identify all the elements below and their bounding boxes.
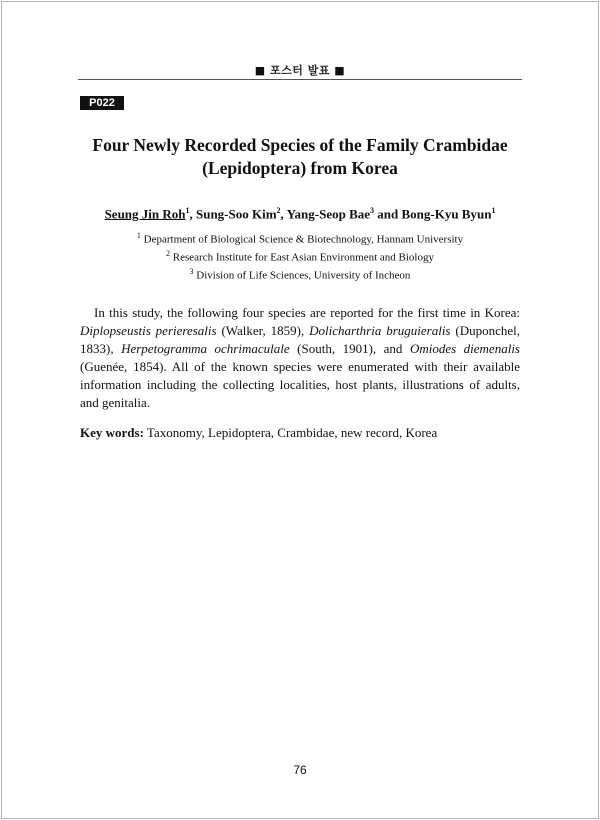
keywords-text: Taxonomy, Lepidoptera, Crambidae, new record, Korea bbox=[143, 425, 438, 440]
abstract-paragraph bbox=[80, 304, 520, 412]
species-name: Herpetogramma ochrimaculale bbox=[121, 341, 290, 356]
affiliation-number: 2 bbox=[166, 249, 171, 259]
affiliation-number: 1 bbox=[136, 231, 141, 240]
affiliation bbox=[0, 247, 600, 265]
section-header: ■ 포스터 발표 ■ bbox=[254, 64, 346, 77]
affiliation bbox=[0, 265, 600, 283]
header-rule bbox=[78, 79, 522, 80]
species-name: Dolicharthria bruguieralis bbox=[309, 323, 451, 338]
title-line-2: (Lepidoptera) from Korea bbox=[202, 158, 398, 178]
author-name: Bong-Kyu Byun bbox=[401, 206, 492, 222]
author-name: Seung Jin Roh bbox=[104, 206, 186, 222]
abstract-text: (Guenée, 1854). All of the known species were enumerated with their available information including the collecting localities, host plants, illustrations of adults, and genitalia. bbox=[80, 359, 520, 410]
affiliation-number: 3 bbox=[189, 267, 194, 277]
author-name: Sung-Soo Kim bbox=[195, 206, 277, 222]
poster-id-badge: P022 bbox=[80, 96, 124, 110]
title-line-1: Four Newly Recorded Species of the Family Crambidae bbox=[92, 135, 508, 155]
page-number: 76 bbox=[293, 763, 307, 777]
author-list bbox=[0, 206, 600, 222]
author-affiliation-mark: 3 bbox=[370, 206, 375, 215]
affiliation-list bbox=[0, 229, 600, 283]
affiliation bbox=[0, 229, 600, 247]
keywords-label: Key words: bbox=[80, 425, 144, 440]
paper-title bbox=[90, 134, 510, 180]
author-affiliation-mark: 1 bbox=[185, 206, 190, 215]
affiliation-text: Research Institute for East Asian Environment and Biology bbox=[172, 251, 434, 264]
abstract bbox=[80, 304, 520, 412]
abstract-text: (South, 1901), and bbox=[289, 341, 410, 356]
keywords bbox=[80, 425, 520, 441]
author-separator: , bbox=[189, 206, 196, 222]
affiliation-text: Department of Biological Science & Biotechnology, Hannam University bbox=[143, 233, 464, 246]
author-name: Yang-Seop Bae bbox=[286, 206, 371, 222]
author-separator: , bbox=[280, 206, 287, 222]
species-name: Diplopseustis perieresalis bbox=[80, 323, 217, 338]
author-separator: and bbox=[374, 206, 402, 222]
species-name: Omiodes diemenalis bbox=[409, 341, 520, 356]
author-affiliation-mark: 1 bbox=[491, 206, 496, 215]
author-affiliation-mark: 2 bbox=[276, 206, 281, 215]
affiliation-text: Division of Life Sciences, University of Incheon bbox=[196, 269, 411, 282]
abstract-text: (Walker, 1859), bbox=[216, 323, 310, 338]
abstract-text: (Duponchel, 1833), bbox=[80, 323, 521, 356]
abstract-text: In this study, the following four species are reported for the first time in Korea: bbox=[94, 305, 520, 320]
